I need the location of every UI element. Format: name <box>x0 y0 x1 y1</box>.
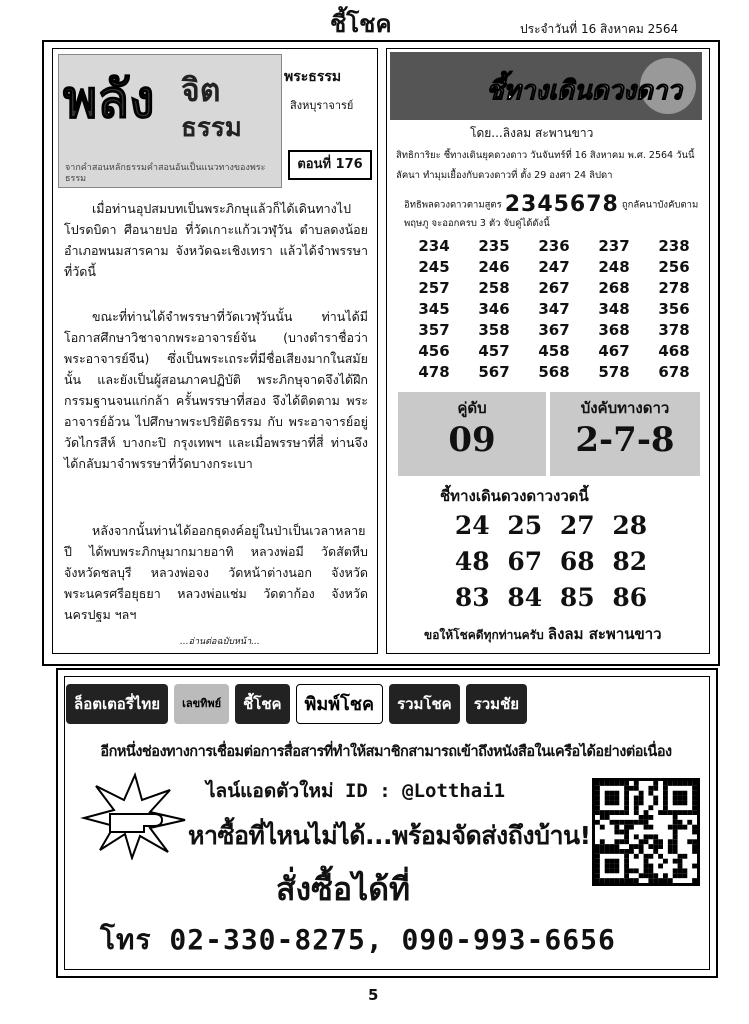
thanks-line <box>424 622 662 646</box>
lucky-number: 25 <box>507 511 543 540</box>
combo-number: 356 <box>658 300 690 318</box>
thanks-text: ขอให้โชคดีทุกท่านครับ <box>424 628 544 642</box>
combo-number: 467 <box>598 342 630 360</box>
combo-number: 258 <box>478 279 510 297</box>
combo-number: 368 <box>598 321 630 339</box>
pair-box <box>398 392 546 476</box>
heading-main: พลัง <box>63 69 155 130</box>
publication-logo: รวมชัย <box>466 684 527 724</box>
lucky-number: 28 <box>612 511 648 540</box>
heading-3: ธรรม <box>181 113 242 143</box>
combo-number: 238 <box>658 237 690 255</box>
astro-intro: สิทธิการิยะ ชี้ทางเดินยุคดวงดาว วันจันทร์ที่ 16 สิงหาคม พ.ศ. 2564 วันนี้ ลัคนา ทำมุมเยื้องกับดวงดาวที่ ตั้ง 29 องศา 24 ลิปดา <box>396 150 695 181</box>
lucky-number: 84 <box>507 583 543 612</box>
article-paragraph-2: ขณะที่ท่านได้จำพรรษาที่วัดเวฬุวันนั้น ท่านได้มีโอกาสศึกษาวิชาจากพระอาจารย์จัน (บางตำราชื่อว่า พระอาจารย์จีน) ซึ่งเป็นพระเถระที่มีชื่อเสียงมากในสมัยนั้น และยังเป็นผู้สอนภาคปฏิบัติ พระภิกษุจาดจึงได้ฝึกกรรมฐานจนแก่กล้า ครั้นพรรษาที่สอง จึงได้ติดตาม พระอาจารย์อ้วน ไปศึกษาพระปริยัติธรรม กับ พระอาจารย์อยู่ วัดไกรสีห์ บางกะปิ กรุงเทพฯ และเมื่อพรรษาที่สี่ ท่านจึงได้กลับมาจำพรรษาที่วัดบางกระเบา <box>64 309 368 471</box>
article-paragraph-1: เมื่อท่านอุปสมบทเป็นพระภิกษุแล้วก็ได้เดินทางไปโปรดบิดา ศีอนายปอ ที่วัดเกาะแก้วเวฬุวัน ตำบลดงน้อย อำเภอพนมสารคาม จังหวัดฉะเชิงเทรา แล้วได้จำพรรษาที่วัดนี้ <box>64 201 368 279</box>
lucky-number: 82 <box>612 547 648 576</box>
combo-number: 246 <box>478 258 510 276</box>
publication-logo: ชี้โชค <box>235 684 289 724</box>
force-label: บังคับทางดาว <box>580 399 670 417</box>
combo-number: 345 <box>418 300 450 318</box>
publication-logos <box>66 684 702 724</box>
combo-number: 456 <box>418 342 450 360</box>
combo-number: 468 <box>658 342 690 360</box>
buy-slogan: หาซื้อที่ไหนไม่ได้...พร้อมจัดส่งถึงบ้าน! <box>188 821 591 850</box>
formula-prefix: อิทธิพลดวงดาวตามสูตร <box>404 199 502 211</box>
combo-number: 567 <box>478 363 510 381</box>
combo-grid <box>404 236 704 383</box>
combo-number: 367 <box>538 321 570 339</box>
formula-digits: 2345678 <box>504 192 619 217</box>
combo-number: 458 <box>538 342 570 360</box>
page-number: 5 <box>368 986 379 1004</box>
lucky-title: ชี้ทางเดินดวงดาวงวดนี้ <box>440 487 589 505</box>
magazine-logo: ชี้โชค <box>330 9 392 38</box>
combo-number: 378 <box>658 321 690 339</box>
combo-number: 278 <box>658 279 690 297</box>
pair-value: 09 <box>448 420 496 460</box>
heading-2: จิต <box>181 71 221 109</box>
pair-label: คู่ดับ <box>457 399 487 417</box>
lucky-number: 27 <box>559 511 595 540</box>
combo-number: 235 <box>478 237 510 255</box>
lucky-number: 85 <box>559 583 595 612</box>
byline: โดย...ลิงลม สะพานขาว <box>470 126 594 140</box>
combo-number: 478 <box>418 363 450 381</box>
combo-number: 248 <box>598 258 630 276</box>
combo-number: 346 <box>478 300 510 318</box>
astro-banner <box>390 52 702 120</box>
thanks-name: ลิงลม สะพานขาว <box>547 625 662 643</box>
combo-number: 568 <box>538 363 570 381</box>
ad-line: อีกหนึ่งช่องทางการเชื่อมต่อการสื่อสารที่ทำให้สมาชิกสามารถเข้าถึงหนังสือในเครือได้อย่างต่อเนื่อง <box>100 744 672 760</box>
publication-logo: เลขทิพย์ <box>174 684 229 724</box>
pointing-hand-icon <box>80 770 190 860</box>
combo-number: 457 <box>478 342 510 360</box>
combo-number: 234 <box>418 237 450 255</box>
line-id: ไลน์แอดตัวใหม่ ID : @Lotthai1 <box>206 780 506 802</box>
astro-title: ชี้ทางเดินดวงดาว <box>486 76 682 106</box>
lucky-number: 68 <box>559 547 595 576</box>
combo-number: 347 <box>538 300 570 318</box>
lucky-number: 86 <box>612 583 648 612</box>
continued-note: ...อ่านต่อฉบับหน้า... <box>180 637 260 647</box>
order-heading: สั่งซื้อได้ที่ <box>276 870 411 908</box>
force-value: 2-7-8 <box>575 420 675 460</box>
lucky-number: 67 <box>507 547 543 576</box>
formula <box>404 192 704 233</box>
phone-numbers: โทร 02-330-8275, 090-993-6656 <box>100 923 616 956</box>
combo-number: 256 <box>658 258 690 276</box>
combo-number: 348 <box>598 300 630 318</box>
publication-logo: ล็อตเตอรี่ไทย <box>66 684 168 724</box>
publication-logo: รวมโชค <box>389 684 460 724</box>
qr-code-icon <box>592 778 700 886</box>
combo-number: 257 <box>418 279 450 297</box>
force-box <box>550 392 700 476</box>
column-heading-art <box>58 54 282 188</box>
column-title: พระธรรม <box>284 69 342 85</box>
combo-number: 247 <box>538 258 570 276</box>
combo-number: 245 <box>418 258 450 276</box>
episode-badge: ตอนที่ 176 <box>288 150 372 180</box>
column-subtitle: สิงหบุราจารย์ <box>290 99 354 112</box>
publication-logo: พิมพ์โชค <box>296 684 384 724</box>
combo-number: 237 <box>598 237 630 255</box>
lucky-number: 83 <box>454 583 490 612</box>
issue-date: ประจำวันที่ 16 สิงหาคม 2564 <box>520 22 679 36</box>
combo-number: 357 <box>418 321 450 339</box>
combo-number: 267 <box>538 279 570 297</box>
combo-number: 236 <box>538 237 570 255</box>
formula-suffix: ถูกลัคนาบังคับตามพฤษภู จะออกครบ 3 ตัว จับคู่ได้ดังนี้ <box>404 199 699 229</box>
lucky-number: 24 <box>454 511 490 540</box>
heading-sub: จากคำสอนหลักธรรมคำสอนอันเป็นแนวทางของพระธรรม <box>65 163 266 184</box>
lucky-grid <box>446 508 656 616</box>
combo-number: 578 <box>598 363 630 381</box>
combo-number: 268 <box>598 279 630 297</box>
article-paragraph-3: หลังจากนั้นท่านได้ออกธุดงค์อยู่ในป่าเป็นเวลาหลายปี ได้พบพระภิกษุมากมายอาทิ หลวงพ่อมี วัดสัตหีบ จังหวัดชลบุรี หลวงพ่อจง วัดหน้าต่างนอก จังหวัดพระนครศรีอยุธยา หลวงพ่อแช่ม วัดตาก้อง จังหวัดนครปฐม ฯลฯ <box>64 523 368 622</box>
lucky-number: 48 <box>454 547 490 576</box>
combo-number: 358 <box>478 321 510 339</box>
combo-number: 678 <box>658 363 690 381</box>
